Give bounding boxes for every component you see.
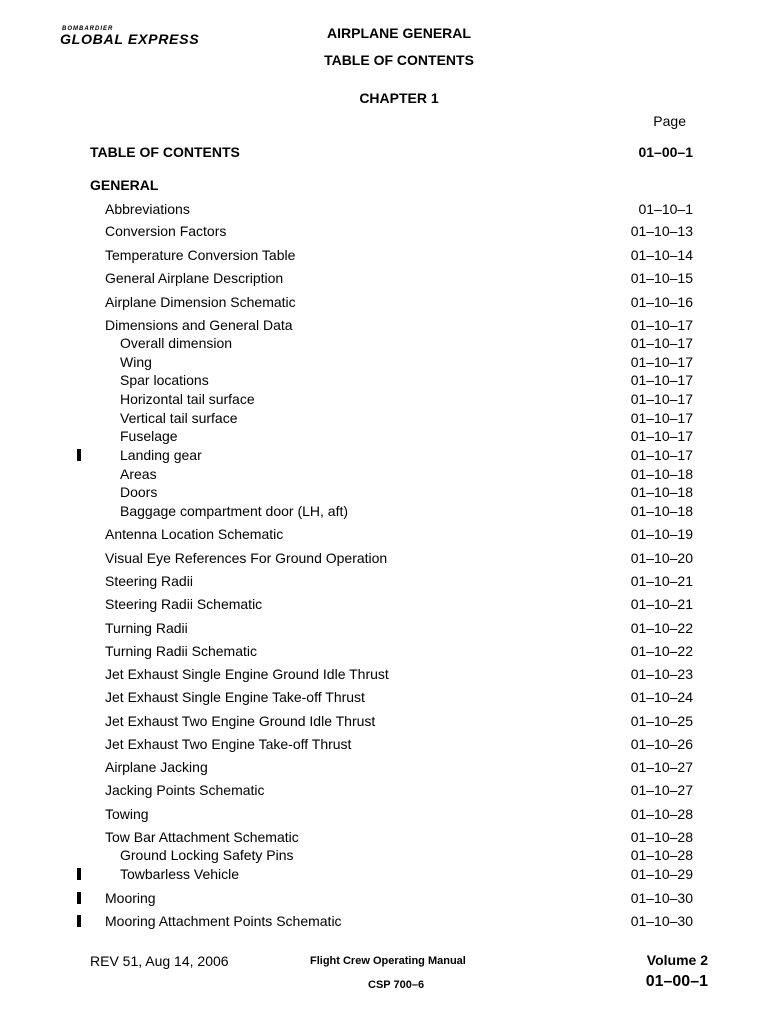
toc-entry-label: Mooring [105, 890, 156, 906]
toc-entry-label: Jet Exhaust Single Engine Take-off Thrust [105, 689, 365, 705]
toc-entry [90, 389, 693, 409]
toc-entry-page: 01–10–16 [630, 294, 693, 310]
toc-entry-page: 01–10–17 [630, 391, 693, 407]
toc-entry-label: Wing [120, 354, 152, 370]
toc-entry [90, 734, 693, 754]
toc-entry-label: Ground Locking Safety Pins [120, 847, 294, 863]
toc-entry-page: 01–10–27 [630, 759, 693, 775]
toc-entry [90, 408, 693, 428]
toc-entry [90, 664, 693, 684]
toc-entry-label: Vertical tail surface [120, 410, 238, 426]
toc-entry [90, 445, 693, 465]
toc-entry-page: 01–10–30 [630, 890, 693, 906]
logo-brand-text: BOMBARDIER [62, 26, 114, 32]
toc-entry-page: 01–10–28 [630, 829, 693, 845]
toc-entry-page: 01–10–21 [630, 573, 693, 589]
chapter-heading: CHAPTER 1 [359, 90, 439, 106]
toc-entry [90, 757, 693, 777]
toc-entry-label: Jet Exhaust Two Engine Ground Idle Thrust [105, 713, 376, 729]
toc-entry-page: 01–10–18 [630, 466, 693, 482]
toc-entry-page: 01–10–20 [630, 550, 693, 566]
toc-entry-page: 01–10–17 [630, 335, 693, 351]
toc-entry-label: Steering Radii [105, 573, 193, 589]
toc-entry-label: Doors [120, 484, 158, 500]
toc-entry-page: 01–10–28 [630, 847, 693, 863]
document-title: AIRPLANE GENERAL [327, 25, 471, 41]
toc-entry [90, 594, 693, 614]
toc-entry-page: 01–10–14 [630, 247, 693, 263]
toc-entry-page: 01–00–1 [638, 144, 693, 160]
toc-entry-page: 01–10–18 [630, 503, 693, 519]
toc-entry [90, 524, 693, 544]
toc-entry-page: 01–10–30 [630, 913, 693, 929]
toc-entry-page: 01–10–17 [630, 428, 693, 444]
toc-entry-page: 01–10–1 [638, 201, 693, 217]
toc-entry [90, 315, 693, 335]
toc-entry [90, 175, 693, 195]
page-column-header: Page [653, 113, 686, 129]
toc-entry-label: Airplane Dimension Schematic [105, 294, 296, 310]
toc-entry-label: Jet Exhaust Single Engine Ground Idle Thrust [105, 666, 389, 682]
toc-entry-page: 01–10–22 [630, 620, 693, 636]
toc-entry-label: Abbreviations [105, 201, 190, 217]
logo-product-text: GLOBAL EXPRESS [60, 32, 200, 47]
toc-entry-label: General Airplane Description [105, 270, 284, 286]
toc-entry-page: 01–10–27 [630, 782, 693, 798]
toc-entry [90, 864, 693, 884]
toc-entry-label: Airplane Jacking [105, 759, 208, 775]
volume-label: Volume 2 [646, 952, 708, 968]
toc-entry-label: TABLE OF CONTENTS [90, 144, 240, 160]
toc-entry-label: Overall dimension [120, 335, 233, 351]
toc-entry [90, 199, 693, 219]
toc-entry-label: Towing [105, 806, 149, 822]
toc-entry-label: Dimensions and General Data [105, 317, 293, 333]
toc-entry-label: Spar locations [120, 372, 209, 388]
toc-entry [90, 911, 693, 931]
toc-entry-label: Baggage compartment door (LH, aft) [120, 503, 349, 519]
toc-entry [90, 827, 693, 847]
revision-date: REV 51, Aug 14, 2006 [90, 953, 229, 969]
toc-entry-label: Horizontal tail surface [120, 391, 255, 407]
toc-entry [90, 464, 693, 484]
toc-entry-label: Turning Radii Schematic [105, 643, 257, 659]
toc-entry [90, 780, 693, 800]
toc-entry-label: Jet Exhaust Two Engine Take-off Thrust [105, 736, 352, 752]
toc-entry [90, 687, 693, 707]
toc-entry [90, 548, 693, 568]
toc-entry-label: Jacking Points Schematic [105, 782, 265, 798]
toc-entry-label: Conversion Factors [105, 223, 227, 239]
toc-entry [90, 804, 693, 824]
toc-entry-page: 01–10–23 [630, 666, 693, 682]
toc-entry-page: 01–10–17 [630, 317, 693, 333]
toc-entry-page: 01–10–17 [630, 354, 693, 370]
toc-entry-label: Towbarless Vehicle [120, 866, 240, 882]
revision-change-bar [77, 892, 81, 904]
page-number: 01–00–1 [645, 973, 708, 990]
revision-change-bar [77, 868, 81, 880]
toc-entry-label: GENERAL [90, 177, 159, 193]
toc-entry [90, 245, 693, 265]
toc-entry-label: Temperature Conversion Table [105, 247, 296, 263]
toc-entry [90, 221, 693, 241]
toc-entry [90, 142, 693, 162]
toc-entry [90, 370, 693, 390]
toc-entry [90, 501, 693, 521]
document-subtitle: TABLE OF CONTENTS [324, 52, 474, 68]
toc-entry [90, 618, 693, 638]
toc-entry-page: 01–10–22 [630, 643, 693, 659]
toc-entry [90, 352, 693, 372]
toc-entry-label: Visual Eye References For Ground Operation [105, 550, 388, 566]
toc-entry-page: 01–10–17 [630, 372, 693, 388]
toc-entry-label: Antenna Location Schematic [105, 526, 284, 542]
toc-entry-label: Tow Bar Attachment Schematic [105, 829, 299, 845]
toc-entry [90, 845, 693, 865]
revision-change-bar [77, 915, 81, 927]
toc-entry-page: 01–10–28 [630, 806, 693, 822]
toc-entry-page: 01–10–24 [630, 689, 693, 705]
toc-entry-page: 01–10–18 [630, 484, 693, 500]
toc-entry-page: 01–10–15 [630, 270, 693, 286]
toc-entry [90, 333, 693, 353]
toc-entry-label: Mooring Attachment Points Schematic [105, 913, 342, 929]
toc-entry-page: 01–10–26 [630, 736, 693, 752]
toc-entry [90, 292, 693, 312]
toc-entry [90, 888, 693, 908]
toc-entry-label: Fuselage [120, 428, 178, 444]
toc-entry-label: Landing gear [120, 447, 202, 463]
toc-entry [90, 268, 693, 288]
toc-entry-label: Turning Radii [105, 620, 188, 636]
document-number: CSP 700–6 [368, 979, 425, 991]
toc-entry [90, 641, 693, 661]
toc-entry [90, 426, 693, 446]
toc-entry-page: 01–10–29 [630, 866, 693, 882]
toc-entry-page: 01–10–13 [630, 223, 693, 239]
toc-entry-page: 01–10–17 [630, 447, 693, 463]
toc-entry-label: Steering Radii Schematic [105, 596, 263, 612]
toc-entry-page: 01–10–25 [630, 713, 693, 729]
revision-change-bar [77, 449, 81, 461]
toc-entry [90, 571, 693, 591]
manual-title: Flight Crew Operating Manual [310, 955, 466, 967]
toc-entry [90, 711, 693, 731]
toc-entry-page: 01–10–21 [630, 596, 693, 612]
toc-entry-page: 01–10–17 [630, 410, 693, 426]
toc-entry [90, 482, 693, 502]
toc-entry-label: Areas [120, 466, 157, 482]
toc-entry-page: 01–10–19 [630, 526, 693, 542]
